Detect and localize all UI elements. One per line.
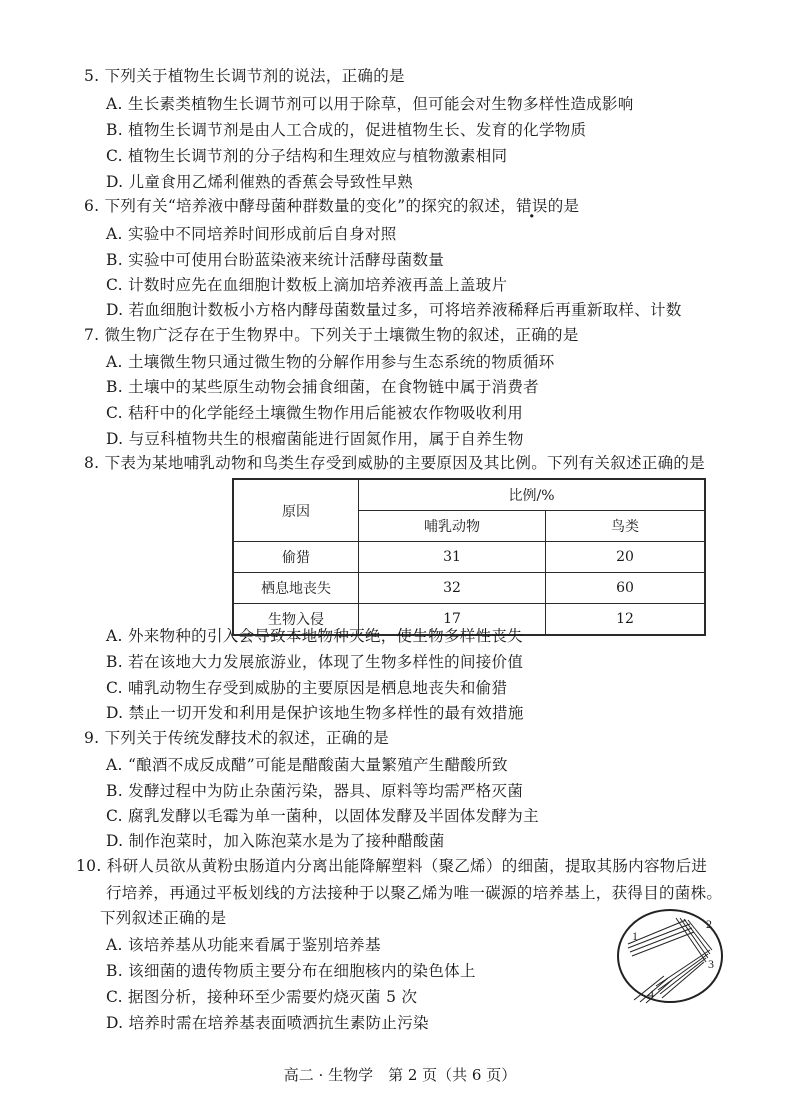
question-6-option-a: A. 实验中不同培养时间形成前后自身对照 xyxy=(106,225,397,243)
question-6-option-d: D. 若血细胞计数板小方格内酵母菌数量过多，可将培养液稀释后再重新取样、计数 xyxy=(106,301,682,319)
table-header-reason: 原因 xyxy=(233,479,359,542)
question-10-option-b: B. 该细菌的遗传物质主要分布在细胞核内的染色体上 xyxy=(106,962,476,980)
question-7-option-b: B. 土壤中的某些原生动物会捕食细菌，在食物链中属于消费者 xyxy=(106,378,539,396)
table-cell-reason: 生物入侵 xyxy=(233,604,359,636)
table-cell-bird: 60 xyxy=(546,573,706,604)
question-5-option-a: A. 生长素类植物生长调节剂可以用于除草，但可能会对生物多样性造成影响 xyxy=(106,95,634,113)
table-header-mammal: 哺乳动物 xyxy=(359,511,546,542)
question-9-option-d: D. 制作泡菜时，加入陈泡菜水是为了接种醋酸菌 xyxy=(106,832,445,850)
streak-plate-figure xyxy=(614,906,726,1006)
table-header-bird: 鸟类 xyxy=(546,511,706,542)
question-9-option-b: B. 发酵过程中为防止杂菌污染，器具、原料等均需严格灭菌 xyxy=(106,782,524,800)
question-5-option-d: D. 儿童食用乙烯利催熟的香蕉会导致性早熟 xyxy=(106,173,414,191)
figure-label-1: 1 xyxy=(632,929,638,943)
question-6-emphasis: 错误 xyxy=(516,197,548,215)
question-8-option-d: D. 禁止一切开发和利用是保护该地生物多样性的最有效措施 xyxy=(106,704,524,722)
figure-label-3: 3 xyxy=(708,957,714,971)
table-cell-mammal: 32 xyxy=(359,573,546,604)
page-footer: 高二 · 生物学 第 2 页（共 6 页） xyxy=(283,1066,517,1084)
question-10-stem-line-3: 下列叙述正确的是 xyxy=(100,909,227,927)
question-8-option-a: A. 外来物种的引入会导致本地物种灭绝，使生物多样性丧失 xyxy=(106,627,523,645)
figure-label-4: 4 xyxy=(648,987,654,1001)
question-9-option-c: C. 腐乳发酵以毛霉为单一菌种，以固体发酵及半固体发酵为主 xyxy=(106,807,539,825)
question-5-option-b: B. 植物生长调节剂是由人工合成的，促进植物生长、发育的化学物质 xyxy=(106,121,587,139)
question-10-option-a: A. 该培养基从功能来看属于鉴别培养基 xyxy=(106,936,381,954)
streak-lines xyxy=(628,918,712,1003)
question-8-option-b: B. 若在该地大力发展旅游业，体现了生物多样性的间接价值 xyxy=(106,653,524,671)
table-row xyxy=(233,573,705,604)
question-9-stem: 9. 下列关于传统发酵技术的叙述，正确的是 xyxy=(84,729,390,747)
question-6-option-c: C. 计数时应先在血细胞计数板上滴加培养液再盖上盖玻片 xyxy=(106,276,508,294)
question-6-stem-pre: 6. 下列有关“培养液中酵母菌种群数量的变化”的探究的叙述， xyxy=(84,197,517,215)
figure-label-2: 2 xyxy=(706,917,712,931)
table-cell-reason: 偷猎 xyxy=(233,542,359,573)
question-6-stem-post: 的是 xyxy=(547,197,580,215)
question-9-option-a: A. “酿酒不成反成醋”可能是醋酸菌大量繁殖产生醋酸所致 xyxy=(106,756,508,774)
table-row xyxy=(233,542,705,573)
question-8-option-c: C. 哺乳动物生存受到威胁的主要原因是栖息地丧失和偷猎 xyxy=(106,679,508,697)
table-cell-bird: 20 xyxy=(546,542,706,573)
table-cell-mammal: 17 xyxy=(359,604,546,636)
question-5-stem: 5. 下列关于植物生长调节剂的说法，正确的是 xyxy=(84,67,405,85)
table-cell-mammal: 31 xyxy=(359,542,546,573)
table-cell-bird: 12 xyxy=(546,604,706,636)
table-cell-reason: 栖息地丧失 xyxy=(233,573,359,604)
question-5-option-c: C. 植物生长调节剂的分子结构和生理效应与植物激素相同 xyxy=(106,147,508,165)
question-7-option-a: A. 土壤微生物只通过微生物的分解作用参与生态系统的物质循环 xyxy=(106,353,555,371)
threat-ratio-table xyxy=(232,478,706,636)
question-7-option-c: C. 秸秆中的化学能经土壤微生物作用后能被农作物吸收利用 xyxy=(106,404,524,422)
question-6-stem xyxy=(84,194,579,216)
question-6-option-b: B. 实验中可使用台盼蓝染液来统计活酵母菌数量 xyxy=(106,251,445,269)
question-7-option-d: D. 与豆科植物共生的根瘤菌能进行固氮作用，属于自养生物 xyxy=(106,430,524,448)
question-10-option-d: D. 培养时需在培养基表面喷洒抗生素防止污染 xyxy=(106,1014,429,1032)
question-10-option-c: C. 据图分析，接种环至少需要灼烧灭菌 5 次 xyxy=(106,988,418,1006)
question-10-stem-line-2: 行培养，再通过平板划线的方法接种于以聚乙烯为唯一碳源的培养基上，获得目的菌株。 xyxy=(106,884,723,902)
question-8-stem: 8. 下表为某地哺乳动物和鸟类生存受到威胁的主要原因及其比例。下列有关叙述正确的是 xyxy=(84,454,706,472)
question-10-stem-line-1: 10. 科研人员欲从黄粉虫肠道内分离出能降解塑料（聚乙烯）的细菌，提取其肠内容物后进 xyxy=(76,857,708,875)
table-header-ratio: 比例/% xyxy=(359,479,706,511)
question-7-stem: 7. 微生物广泛存在于生物界中。下列关于土壤微生物的叙述，正确的是 xyxy=(84,326,579,344)
